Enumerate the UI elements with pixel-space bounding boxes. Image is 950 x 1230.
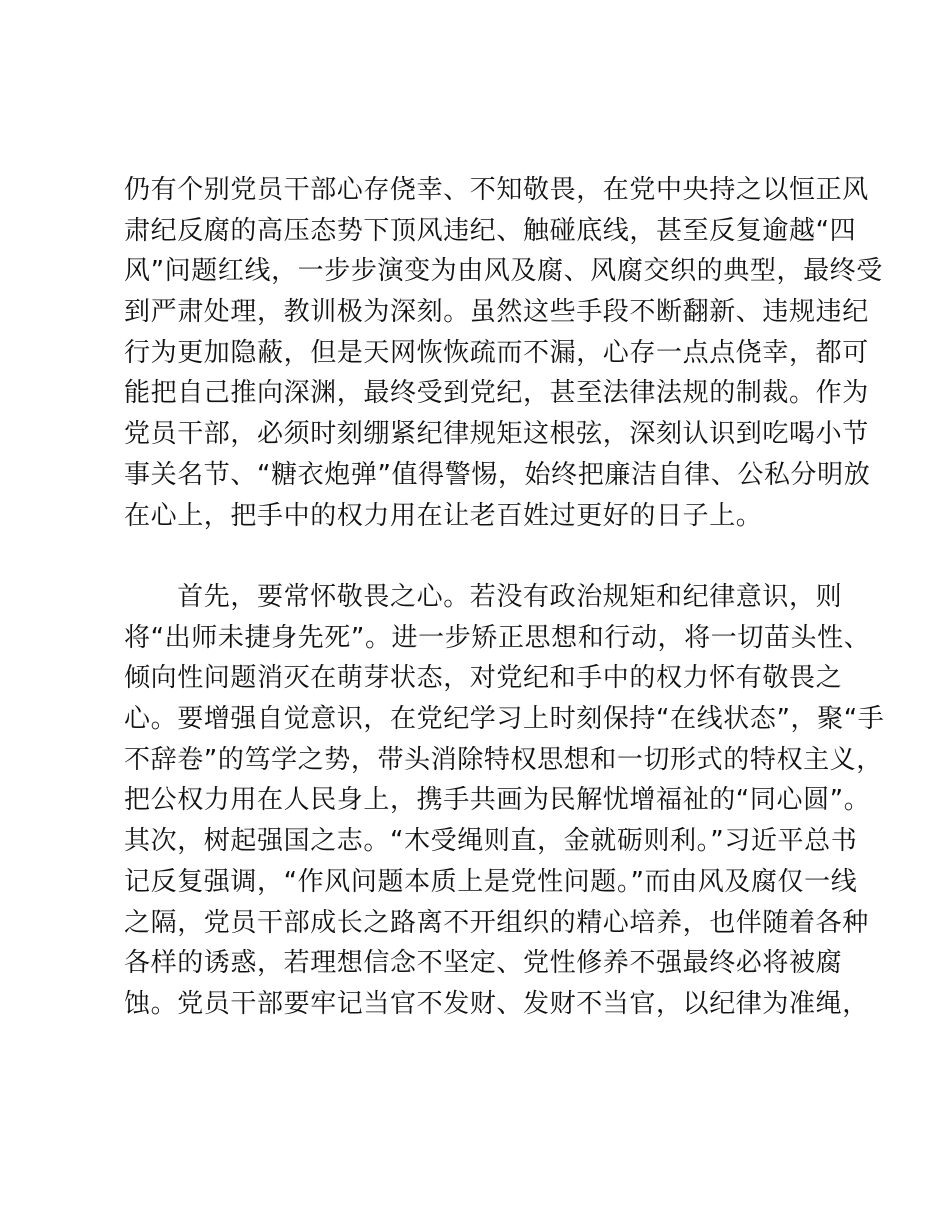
- paragraph-line: 之隔，党员干部成长之路离不开组织的精心培养，也伴随着各种: [124, 907, 869, 938]
- paragraph-line: 能把自己推向深渊，最终受到党纪，甚至法律法规的制裁。作为: [124, 378, 869, 409]
- paragraph-line: 心。要增强自觉意识，在党纪学习上时刻保持“在线状态”，聚“手: [124, 704, 885, 735]
- paragraph-line: 其次，树起强国之志。“木受绳则直，金就砺则利。”习近平总书: [124, 826, 858, 857]
- paragraph-2: [124, 577, 885, 1025]
- paragraph-line: 风”问题红线，一步步演变为由风及腐、风腐交织的典型，最终受: [124, 256, 883, 287]
- paragraph-1: [124, 170, 883, 536]
- paragraph-line: 仍有个别党员干部心存侥幸、不知敬畏，在党中央持之以恒正风: [124, 175, 869, 205]
- paragraph-line: 事关名节、“糖衣炮弹”值得警惕，始终把廉洁自律、公私分明放: [124, 459, 871, 490]
- paragraph-line: 肃纪反腐的高压态势下顶风违纪、触碰底线，甚至反复逾越“四: [124, 215, 857, 246]
- paragraph-line: 行为更加隐蔽，但是天网恢恢疏而不漏，心存一点点侥幸，都可: [124, 337, 869, 368]
- paragraph-line: 各样的诱惑，若理想信念不坚定、党性修养不强最终必将被腐: [124, 948, 843, 979]
- paragraph-line: 党员干部，必须时刻绷紧纪律规矩这根弦，深刻认识到吃喝小节: [124, 419, 869, 450]
- paragraph-line: 到严肃处理，教训极为深刻。虽然这些手段不断翻新、违规违纪: [124, 297, 869, 328]
- paragraph-line: 把公权力用在人民身上，携手共画为民解忧增福祉的“同心圆”。: [124, 785, 871, 816]
- paragraph-line: 不辞卷”的笃学之势，带头消除特权思想和一切形式的特权主义，: [124, 744, 883, 775]
- paragraph-line: 将“出师未捷身先死”。进一步矫正思想和行动，将一切苗头性、: [124, 622, 871, 653]
- paragraph-line: 首先，要常怀敬畏之心。若没有政治规矩和纪律意识，则: [124, 582, 843, 612]
- paragraph-line: 蚀。党员干部要牢记当官不发财、发财不当官，以纪律为准绳，: [124, 988, 869, 1019]
- paragraph-line: 倾向性问题消灭在萌芽状态，对党纪和手中的权力怀有敬畏之: [124, 663, 843, 694]
- paragraph-line: 在心上，把手中的权力用在让老百姓过更好的日子上。: [124, 500, 763, 531]
- paragraph-line: 记反复强调，“作风问题本质上是党性问题。”而由风及腐仅一线: [124, 866, 858, 897]
